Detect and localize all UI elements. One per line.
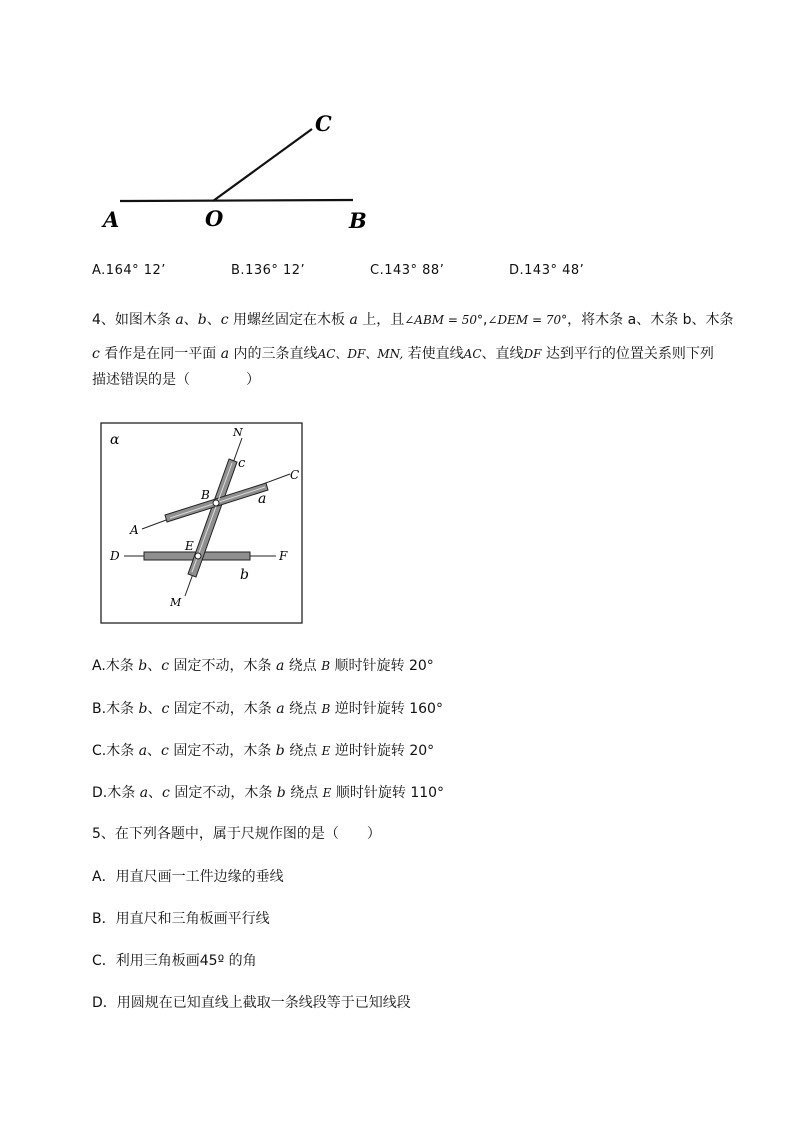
strips-figure xyxy=(100,422,304,625)
screw-b xyxy=(213,500,219,506)
q5-stem: 5、在下列各题中，属于尺规作图的是（ ） xyxy=(92,826,381,842)
q5-option-d: D．用圆规在已知直线上截取一条线段等于已知线段 xyxy=(92,995,411,1011)
label-c-strip: c xyxy=(238,456,246,471)
q5-option-c: C．利用三角板画45º 的角 xyxy=(92,953,257,969)
q3-option-a: A.164° 12’ xyxy=(92,263,166,278)
label-f-point: F xyxy=(279,549,288,563)
q4-stem-line2: c 看作是在同一平面 a 内的三条直线AC、DF、MN, 若使直线AC、直线DF 达到平行的位置关系则下列 xyxy=(92,346,714,362)
label-c-point: C xyxy=(290,468,300,482)
label-d-point: D xyxy=(110,549,120,563)
q5-option-b: B．用直尺和三角板画平行线 xyxy=(92,911,270,927)
label-m-point: M xyxy=(170,596,182,609)
label-a-strip: a xyxy=(258,491,267,507)
label-a-point: A xyxy=(130,523,139,537)
ray-oc xyxy=(213,129,312,201)
q3-option-b: B.136° 12’ xyxy=(231,263,306,278)
label-e-point: E xyxy=(185,539,194,553)
q4-stem-line3: 描述错误的是（ ） xyxy=(92,372,260,388)
q5-option-a: A．用直尺画一工件边缘的垂线 xyxy=(92,869,284,885)
q3-option-d: D.143° 48’ xyxy=(509,263,585,278)
q4-option-d: D.木条 a、c 固定不动，木条 b 绕点 E 顺时针旋转 110° xyxy=(92,785,445,801)
label-a: A xyxy=(103,207,120,232)
label-alpha: α xyxy=(110,432,120,448)
angle-figure xyxy=(95,105,375,240)
label-b-point: B xyxy=(201,488,210,502)
label-b-strip: b xyxy=(240,567,249,583)
label-c: C xyxy=(315,111,332,136)
label-o: O xyxy=(205,206,224,231)
line-ab xyxy=(120,200,353,201)
q3-option-c: C.143° 88’ xyxy=(370,263,445,278)
q4-option-c: C.木条 a、c 固定不动，木条 b 绕点 E 逆时针旋转 20° xyxy=(92,743,435,759)
label-n: N xyxy=(233,426,243,439)
q4-stem-line1: 4、如图木条 a、b、c 用螺丝固定在木板 a 上，且∠ABM = 50°,∠DEM = 70°，将木条 a、木条 b、木条 xyxy=(92,312,734,328)
label-b: B xyxy=(349,208,367,233)
q4-option-a: A.木条 b、c 固定不动，木条 a 绕点 B 顺时针旋转 20° xyxy=(92,658,434,674)
screw-e xyxy=(195,553,201,559)
q4-option-b: B.木条 b、c 固定不动，木条 a 绕点 B 逆时针旋转 160° xyxy=(92,701,443,717)
